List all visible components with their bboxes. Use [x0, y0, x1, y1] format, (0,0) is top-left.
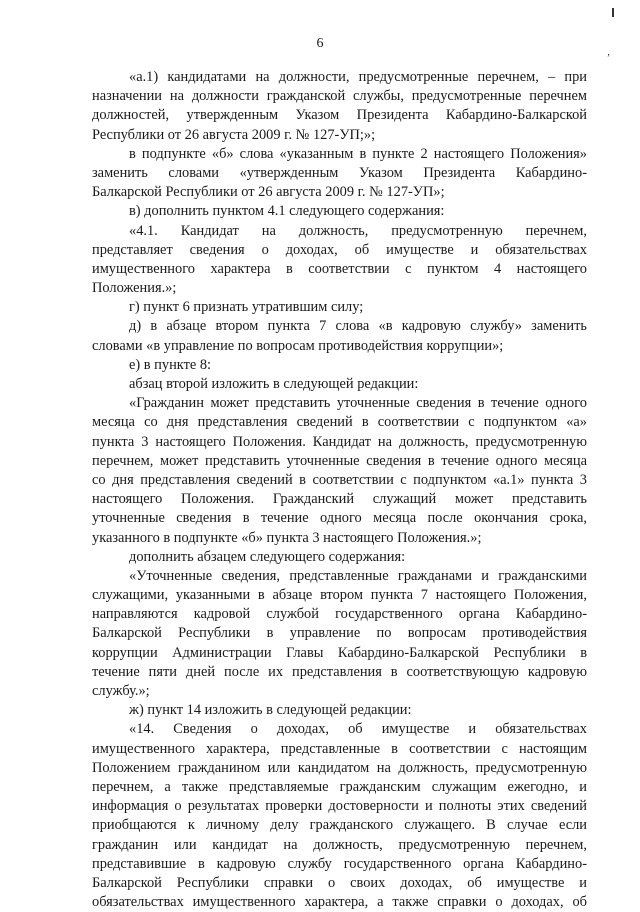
- text-line: Балкарской Республики справки о своих доходах, об имуществе и: [92, 874, 587, 891]
- text-line: «Гражданин может представить уточненные сведения в течение одного: [129, 395, 587, 412]
- scan-dot: ,: [607, 46, 610, 58]
- text-line: Положением гражданином или кандидатом на должность, предусмотренную: [92, 759, 587, 776]
- text-line: перечнем, а также представляемые гражданским служащим ежегодно, и: [92, 778, 587, 795]
- text-line: настоящего Положения. Гражданский служащий может представить: [92, 491, 587, 508]
- text-line: Балкарской Республики от 26 августа 2009 г. № 127-УП»;: [92, 184, 445, 201]
- text-line: информация о результатах проверки достоверности и полноты этих сведений: [92, 798, 587, 815]
- scan-mark: [612, 8, 614, 17]
- text-line: «14. Сведения о доходах, об имуществе и обязательствах: [129, 721, 587, 738]
- text-line: перечнем, может представить уточненные сведения в течение одного месяца: [92, 452, 587, 469]
- text-line: е) в пункте 8:: [129, 356, 212, 373]
- text-line: «Уточненные сведения, представленные гражданами и гражданскими: [129, 567, 587, 584]
- text-line: месяца со дня представления сведений в соответствии с подпунктом «а»: [92, 414, 587, 431]
- text-line: ж) пункт 14 изложить в следующей редакции:: [129, 702, 412, 719]
- text-line: имущественного характера, представленные в соответствии с настоящим: [92, 740, 587, 757]
- text-line: представляет сведения о доходах, об имуществе и обязательствах: [92, 241, 587, 258]
- text-line: г) пункт 6 признать утратившим силу;: [129, 299, 364, 316]
- text-line: должностей, утвержденным Указом Президента Кабардино-Балкарской: [92, 107, 587, 124]
- text-line: указанного в подпункте «б» пункта 3 настоящего Положения.»;: [92, 529, 482, 546]
- text-line: уточненные сведения в течение одного месяца после окончания срока,: [92, 510, 587, 527]
- text-line: заменить словами «утвержденным Указом Президента Кабардино-: [92, 164, 587, 181]
- text-line: Положения.»;: [92, 280, 177, 297]
- text-line: «4.1. Кандидат на должность, предусмотренную перечнем,: [129, 222, 587, 239]
- text-line: направляются кадровой службой государственного органа Кабардино-: [92, 606, 587, 623]
- text-line: словами «в управление по вопросам противодействия коррупции»;: [92, 337, 504, 354]
- text-line: приобщаются к личному делу гражданского служащего. В случае если: [92, 817, 587, 834]
- text-line: гражданин или кандидат на должность, предусмотренную перечнем,: [92, 836, 587, 853]
- text-line: абзац второй изложить в следующей редакции:: [129, 376, 419, 392]
- text-line: назначении на должности гражданской службы, предусмотренные перечнем: [92, 88, 587, 105]
- text-line: представившие в кадровую службу государственного органа Кабардино-: [92, 855, 587, 872]
- text-line: имущественного характера в соответствии с пунктом 4 настоящего: [92, 260, 587, 277]
- text-line: со дня представления сведений в соответствии с подпунктом «а.1» пункта 3: [92, 471, 587, 488]
- text-line: течение пяти дней после их представления в соответствующую кадровую: [92, 663, 587, 680]
- text-line: служащими, указанными в абзаце втором пункта 7 настоящего Положения,: [92, 587, 587, 604]
- text-line: пункта 3 настоящего Положения. Кандидат на должность, предусмотренную: [92, 433, 587, 450]
- page-number: 6: [316, 36, 324, 51]
- text-line: в) дополнить пунктом 4.1 следующего содержания:: [129, 203, 445, 220]
- text-line: в подпункте «б» слова «указанным в пункте 2 настоящего Положения»: [129, 145, 587, 162]
- text-line: обязательствах имущественного характера, а также справки о доходах, об: [92, 894, 587, 911]
- text-line: дополнить абзацем следующего содержания:: [129, 548, 406, 565]
- text-line: коррупции Администрации Главы Кабардино-Балкарской Республики в: [92, 644, 587, 661]
- text-line: Балкарской Республики в управление по вопросам противодействия: [92, 625, 587, 642]
- document-body: [92, 68, 587, 912]
- text-line: Республики от 26 августа 2009 г. № 127-УП;»;: [92, 126, 376, 143]
- text-line: «а.1) кандидатами на должности, предусмотренные перечнем, – при: [129, 69, 587, 85]
- text-line: д) в абзаце втором пункта 7 слова «в кадровую службу» заменить: [129, 318, 587, 335]
- text-line: службу.»;: [92, 683, 150, 699]
